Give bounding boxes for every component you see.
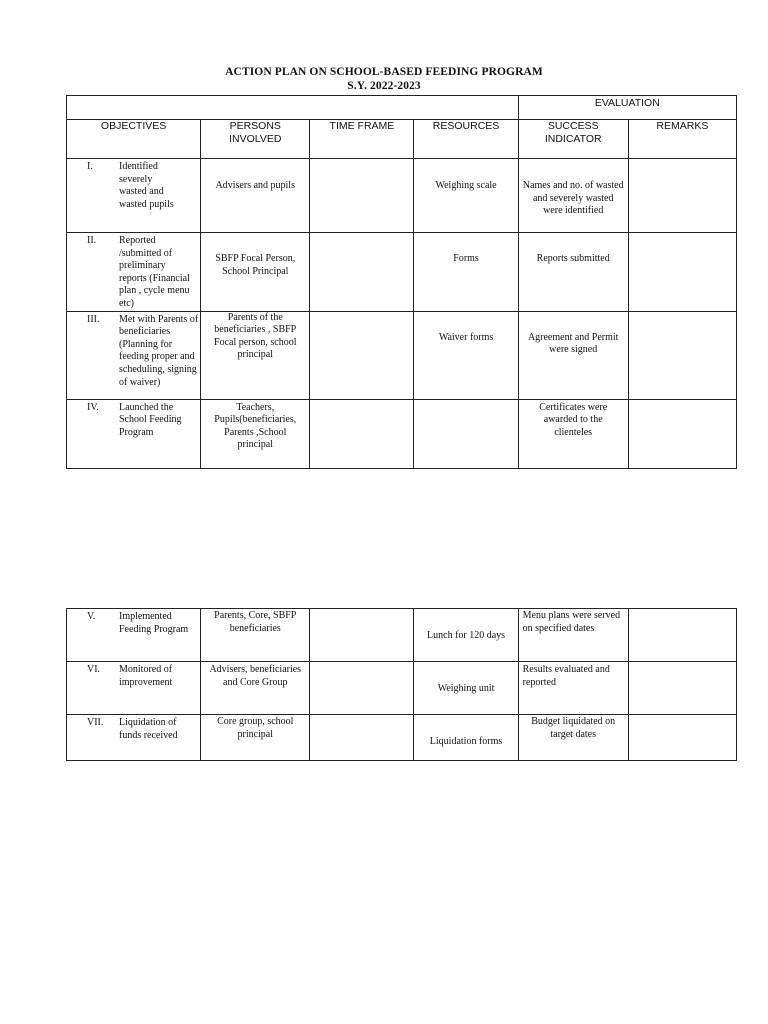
objective-cell: [67, 399, 201, 468]
objective-text: Liquidation of funds received: [119, 717, 178, 741]
persons-cell: Parents of the beneficiaries , SBFP Focal person, school principal: [201, 311, 310, 399]
success-indicator-cell: Reports submitted: [518, 233, 628, 312]
objective-cell: [67, 311, 201, 399]
time-frame-cell: [310, 399, 414, 468]
objective-cell: [67, 159, 201, 233]
column-header-row: [67, 120, 737, 159]
row-number: VI.: [87, 664, 101, 675]
header-blank-cell: [67, 96, 519, 120]
objective-text: Identified severely wasted and wasted pupils: [119, 161, 174, 210]
row-number: I.: [87, 161, 93, 172]
remarks-header: REMARKS: [628, 120, 736, 159]
success-indicator-cell: Budget liquidated on target dates: [518, 715, 628, 761]
resources-header: RESOURCES: [414, 120, 518, 159]
table-row: [67, 399, 737, 468]
time-frame-header: TIME FRAME: [310, 120, 414, 159]
time-frame-cell: [310, 715, 414, 761]
row-number: IV.: [87, 401, 99, 413]
success-indicator-cell: Results evaluated and reported: [518, 662, 628, 715]
persons-cell: Core group, school principal: [201, 715, 310, 761]
objective-cell: [67, 233, 201, 312]
success-indicator-header: SUCCESS INDICATOR: [518, 120, 628, 159]
objectives-header: OBJECTIVES: [67, 120, 201, 159]
objective-cell: [67, 715, 201, 761]
document-title: ACTION PLAN ON SCHOOL-BASED FEEDING PROGRAM: [225, 66, 543, 78]
school-year: S.Y. 2022-2023: [347, 80, 421, 92]
objective-text: Reported /submitted of preliminary reports (Financial plan , cycle menu etc): [119, 235, 190, 309]
objective-text: Launched the School Feeding Program: [119, 401, 182, 438]
time-frame-cell: [310, 159, 414, 233]
resources-cell: Forms: [414, 233, 518, 312]
time-frame-cell: [310, 609, 414, 662]
remarks-cell: [628, 399, 736, 468]
persons-cell: Advisers, beneficiaries and Core Group: [201, 662, 310, 715]
time-frame-cell: [310, 311, 414, 399]
action-plan-table-continued: [66, 608, 737, 761]
remarks-cell: [628, 609, 736, 662]
resources-cell: Lunch for 120 days: [414, 609, 518, 662]
table-row: [67, 662, 737, 715]
remarks-cell: [628, 715, 736, 761]
table-row: [67, 609, 737, 662]
table-row: [67, 715, 737, 761]
objective-text: Implemented Feeding Program: [119, 611, 189, 635]
objective-cell: [67, 609, 201, 662]
row-number: III.: [87, 313, 100, 325]
persons-involved-header: PERSONS INVOLVED: [201, 120, 310, 159]
remarks-cell: [628, 159, 736, 233]
persons-cell: SBFP Focal Person, School Principal: [201, 233, 310, 312]
table-row: [67, 311, 737, 399]
action-plan-table: [66, 95, 737, 469]
success-indicator-cell: Certificates were awarded to the clienteles: [518, 399, 628, 468]
table-row: [67, 233, 737, 312]
evaluation-header-row: [67, 96, 737, 120]
resources-cell: [414, 399, 518, 468]
success-indicator-cell: Names and no. of wasted and severely wasted were identified: [518, 159, 628, 233]
row-number: VII.: [87, 717, 104, 728]
table-row: [67, 159, 737, 233]
resources-cell: Liquidation forms: [414, 715, 518, 761]
evaluation-header: EVALUATION: [518, 96, 736, 120]
persons-cell: Parents, Core, SBFP beneficiaries: [201, 609, 310, 662]
time-frame-cell: [310, 662, 414, 715]
remarks-cell: [628, 233, 736, 312]
objective-cell: [67, 662, 201, 715]
resources-cell: Weighing scale: [414, 159, 518, 233]
objective-text: Met with Parents of beneficiaries (Planning for feeding proper and scheduling, signing of waiver): [119, 313, 199, 388]
success-indicator-cell: Agreement and Permit were signed: [518, 311, 628, 399]
row-number: II.: [87, 235, 97, 246]
remarks-cell: [628, 662, 736, 715]
time-frame-cell: [310, 233, 414, 312]
persons-cell: Teachers, Pupils(beneficiaries, Parents ,School principal: [201, 399, 310, 468]
remarks-cell: [628, 311, 736, 399]
resources-cell: Weighing unit: [414, 662, 518, 715]
persons-cell: Advisers and pupils: [201, 159, 310, 233]
success-indicator-cell: Menu plans were served on specified dates: [518, 609, 628, 662]
row-number: V.: [87, 611, 96, 622]
objective-text: Monitored of improvement: [119, 664, 173, 688]
resources-cell: Waiver forms: [414, 311, 518, 399]
